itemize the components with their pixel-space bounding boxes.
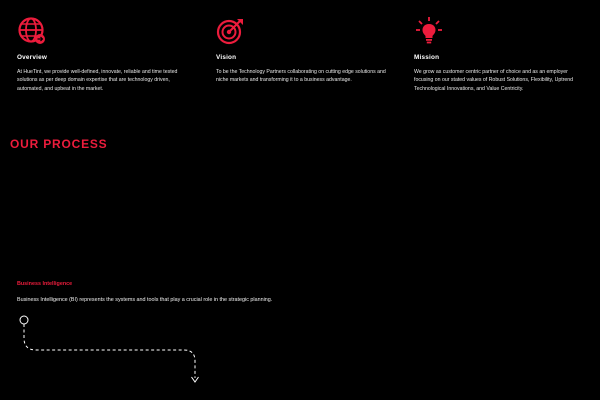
- overview-card: [17, 16, 189, 93]
- overview-text: At HueTint, we provide well-defined, innovate, reliable and time tested solutions as per deep domain expertise that are technology driven, automated, and upbeat in the market.: [17, 69, 178, 92]
- mission-card: [414, 16, 586, 93]
- vision-card: [216, 16, 388, 85]
- process-heading: OUR PROCESS: [10, 137, 108, 151]
- target-icon: [216, 16, 246, 46]
- lightbulb-icon: [414, 16, 444, 46]
- vision-title: Vision: [216, 54, 237, 61]
- step-title: Business Intelligence: [17, 281, 73, 287]
- overview-title: Overview: [17, 54, 48, 61]
- mission-text: We grow as customer centric partner of choice and as an employer focusing on our stated values of Robust Solutions, Flexibility, Uptrend Technological Innovations, and Value Centricity.: [414, 69, 574, 92]
- step-description: Business Intelligence (BI) represents the systems and tools that play a crucial role in the strategic planning.: [17, 297, 273, 303]
- flow-arrow-icon: [192, 377, 199, 382]
- mission-title: Mission: [414, 54, 440, 61]
- globe-icon: [17, 16, 47, 46]
- flow-start-node: [20, 316, 28, 324]
- vision-text: To be the Technology Partners collaborating on cutting edge solutions and niche markets and transforming it to a business advantage.: [216, 69, 386, 84]
- flow-dashed-path: [24, 324, 195, 378]
